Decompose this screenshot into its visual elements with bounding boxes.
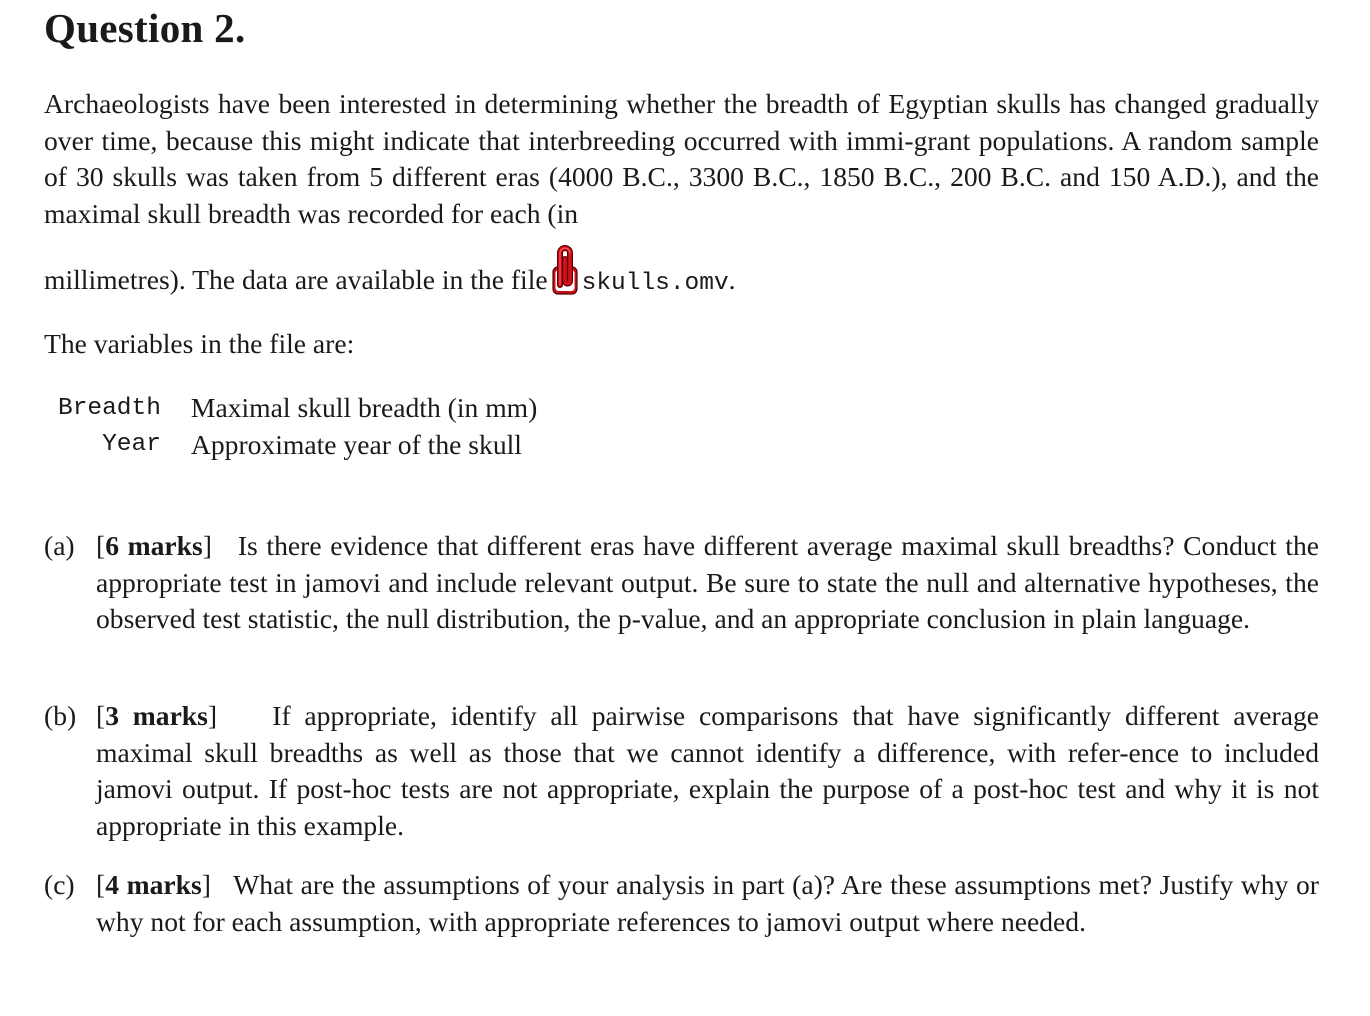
marks-close-bracket: ] (202, 530, 212, 561)
question-title: Question 2. (44, 5, 246, 51)
file-name-period: . (728, 264, 736, 295)
part-b (44, 698, 1319, 844)
variable-description: Approximate year of the skull (190, 428, 522, 460)
part-text: If appropriate, identify all pairwise comparisons that have significantly different average maximal skull breadths as well as those that we cannot identify a difference, with refer-ence to included jamovi output. If post-hoc tests are not appropriate, explain the purpose of a post-hoc test and why it is not appropriate in this example. (96, 700, 1320, 841)
variables-table (58, 390, 537, 463)
variable-name: Year (102, 431, 161, 459)
part-marks (96, 700, 217, 731)
part-label: (b) (44, 700, 77, 731)
marks-close-bracket: ] (207, 700, 218, 731)
part-marks (96, 530, 212, 561)
part-marks (96, 869, 211, 900)
intro-text: Archaeologists have been interested in determining whether the breadth of Egyptian skulls has changed gradually over time, because this might indicate that interbreeding occurred with immi-grant populations. A random sample of 30 skulls was taken from 5 different eras (4000 B.C., 3300 B.C., 1850 B.C., 200 B.C. and 150 A.D.), and the maximal skull breadth was recorded for each (in (44, 88, 1319, 229)
part-c (44, 867, 1319, 940)
marks-value: 6 marks (105, 530, 203, 561)
marks-open-bracket: [ (96, 700, 106, 731)
file-name: skulls.omv (581, 270, 729, 297)
part-label: (a) (44, 530, 75, 561)
part-body (96, 528, 1319, 638)
variable-description: Maximal skull breadth (in mm) (190, 392, 538, 424)
intro-last-line (44, 245, 1319, 303)
variable-row (58, 390, 537, 427)
intro-paragraph (44, 86, 1319, 303)
part-text: What are the assumptions of your analysis in part (a)? Are these assumptions met? Justify why or why not for each assumption, with appropriate references to jamovi output where needed. (96, 869, 1319, 937)
marks-value: 3 marks (105, 700, 208, 731)
part-a (44, 528, 1319, 638)
variable-name: Breadth (58, 394, 161, 422)
part-text: Is there evidence that different eras have different average maximal skull breadths? Conduct the appropriate test in jamovi and include relevant output. Be sure to state the null and alternative hypotheses, the observed test statistic, the null distribution, the p-value, and an appropriate conclusion in plain language. (96, 530, 1319, 634)
marks-value: 4 marks (105, 869, 202, 900)
paperclip-attachment-icon[interactable] (552, 245, 578, 295)
marks-open-bracket: [ (96, 869, 106, 900)
part-label: (c) (44, 869, 75, 900)
variables-intro: The variables in the file are: (44, 328, 355, 359)
part-body (96, 698, 1319, 844)
marks-close-bracket: ] (201, 869, 211, 900)
marks-open-bracket: [ (96, 530, 106, 561)
part-body (96, 867, 1319, 940)
variable-row (58, 427, 537, 464)
intro-text-end: millimetres). The data are available in the file (44, 264, 548, 295)
